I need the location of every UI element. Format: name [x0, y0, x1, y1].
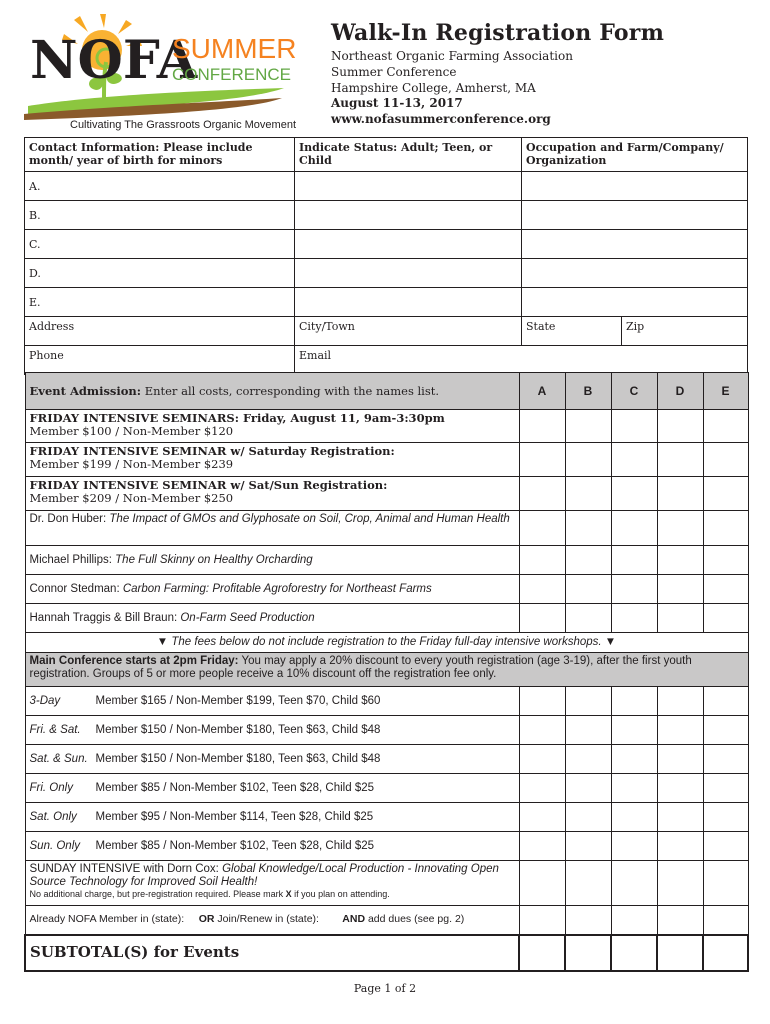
triangle-down-icon: ▼ [604, 636, 617, 648]
cost-cell[interactable] [703, 443, 748, 477]
cost-cell[interactable] [703, 832, 748, 861]
column-e-header: E [703, 373, 748, 410]
cost-cell[interactable] [611, 745, 657, 774]
cost-cell[interactable] [519, 477, 565, 511]
cost-cell[interactable] [519, 443, 565, 477]
cost-cell[interactable] [565, 575, 611, 604]
cost-cell[interactable] [611, 443, 657, 477]
friday-saturday-row: FRIDAY INTENSIVE SEMINAR w/ Saturday Registration: Member $199 / Non-Member $239 [25, 443, 519, 477]
column-d-header: D [657, 373, 703, 410]
friday-sat-sun-row: FRIDAY INTENSIVE SEMINAR w/ Sat/Sun Registration: Member $209 / Non-Member $250 [25, 477, 519, 511]
cost-cell[interactable] [519, 687, 565, 716]
cost-cell[interactable] [519, 410, 565, 443]
cost-cell[interactable] [565, 687, 611, 716]
cost-cell[interactable] [611, 716, 657, 745]
seminar-huber-row: Dr. Don Huber: The Impact of GMOs and Glyphosate on Soil, Crop, Animal and Human Health [25, 511, 519, 546]
attendee-a-occupation-field[interactable] [522, 172, 748, 201]
cost-cell[interactable] [657, 546, 703, 575]
cost-cell[interactable] [703, 774, 748, 803]
column-a-header: A [519, 373, 565, 410]
attendee-a-field[interactable]: A. [25, 172, 295, 201]
sunday-intensive-row: SUNDAY INTENSIVE with Dorn Cox: Global Knowledge/Local Production - Innovating Open Source Technology for Improved Soil Health! No additional charge, but pre-registration required. Please mark X if you plan on attending. [25, 861, 519, 906]
main-conference-banner: Main Conference starts at 2pm Friday: You may apply a 20% discount to every youth registration (age 3-19), after the first youth registration. Groups of 5 or more people receive a 10% discount off the registration fee only. [25, 653, 748, 687]
cost-cell[interactable] [565, 546, 611, 575]
cost-cell[interactable] [565, 832, 611, 861]
nofa-summer-conference-logo [22, 14, 314, 132]
cost-cell[interactable] [703, 511, 748, 546]
cost-cell[interactable] [657, 745, 703, 774]
form-title: Walk-In Registration Form [331, 20, 665, 46]
page-number: Page 1 of 2 [353, 982, 417, 995]
option-3-day-row: 3-Day Member $165 / Non-Member $199, Teen $70, Child $60 [25, 687, 519, 716]
option-sat-only-row: Sat. Only Member $95 / Non-Member $114, Teen $28, Child $25 [25, 803, 519, 832]
seminar-phillips-row: Michael Phillips: The Full Skinny on Healthy Orcharding [25, 546, 519, 575]
status-header: Indicate Status: Adult; Teen, or Child [295, 138, 522, 172]
cost-cell[interactable] [519, 716, 565, 745]
cost-cell[interactable] [703, 716, 748, 745]
state-field[interactable]: State [522, 317, 622, 346]
cost-cell[interactable] [519, 774, 565, 803]
event-dates: August 11-13, 2017 [331, 96, 463, 110]
attendee-b-status-field[interactable] [295, 201, 522, 230]
cost-cell[interactable] [611, 477, 657, 511]
option-sun-only-row: Sun. Only Member $85 / Non-Member $102, Teen $28, Child $25 [25, 832, 519, 861]
contact-info-table [24, 137, 748, 375]
cost-cell[interactable] [657, 687, 703, 716]
cost-cell[interactable] [703, 906, 748, 935]
attendee-c-field[interactable]: C. [25, 230, 295, 259]
cost-cell[interactable] [657, 906, 703, 935]
cost-cell[interactable] [657, 832, 703, 861]
cost-cell[interactable] [703, 604, 748, 633]
column-c-header: C [611, 373, 657, 410]
cost-cell[interactable] [519, 575, 565, 604]
svg-text:NOFA: NOFA [30, 30, 198, 91]
cost-cell[interactable] [657, 575, 703, 604]
cost-cell[interactable] [519, 803, 565, 832]
attendee-a-status-field[interactable] [295, 172, 522, 201]
event-admission-table [24, 372, 749, 972]
membership-row: Already NOFA Member in (state): OR Join/Renew in (state): AND add dues (see pg. 2) [25, 906, 519, 935]
cost-cell[interactable] [611, 832, 657, 861]
zip-field[interactable]: Zip [622, 317, 748, 346]
cost-cell[interactable] [657, 774, 703, 803]
cost-cell[interactable] [611, 687, 657, 716]
cost-cell[interactable] [565, 443, 611, 477]
cost-cell[interactable] [565, 745, 611, 774]
phone-field[interactable]: Phone [25, 346, 295, 375]
friday-intensive-row: FRIDAY INTENSIVE SEMINARS: Friday, August 11, 9am-3:30pm Member $100 / Non-Member $120 [25, 410, 519, 443]
svg-text:CONFERENCE: CONFERENCE [172, 65, 292, 84]
cost-cell[interactable] [703, 803, 748, 832]
contact-info-header: Contact Information: Please include month/ year of birth for minors [25, 138, 295, 172]
occupation-header: Occupation and Farm/Company/ Organization [522, 138, 748, 172]
cost-cell[interactable] [611, 511, 657, 546]
subtotal-label: SUBTOTAL(S) for Events [25, 935, 519, 971]
svg-text:SUMMER: SUMMER [172, 33, 297, 64]
cost-cell[interactable] [611, 861, 657, 906]
attendee-c-status-field[interactable] [295, 230, 522, 259]
subtotal-cell[interactable] [611, 935, 657, 971]
cost-cell[interactable] [611, 546, 657, 575]
attendee-e-field[interactable]: E. [25, 288, 295, 317]
cost-cell[interactable] [519, 906, 565, 935]
cost-cell[interactable] [565, 774, 611, 803]
cost-cell[interactable] [703, 546, 748, 575]
cost-cell[interactable] [657, 511, 703, 546]
column-b-header: B [565, 373, 611, 410]
cost-cell[interactable] [519, 745, 565, 774]
cost-cell[interactable] [703, 687, 748, 716]
address-field[interactable]: Address [25, 317, 295, 346]
cost-cell[interactable] [611, 604, 657, 633]
attendee-b-field[interactable]: B. [25, 201, 295, 230]
cost-cell[interactable] [703, 477, 748, 511]
cost-cell[interactable] [657, 604, 703, 633]
cost-cell[interactable] [611, 774, 657, 803]
cost-cell[interactable] [611, 410, 657, 443]
cost-cell[interactable] [519, 832, 565, 861]
cost-cell[interactable] [657, 861, 703, 906]
cost-cell[interactable] [657, 443, 703, 477]
cost-cell[interactable] [611, 906, 657, 935]
cost-cell[interactable] [519, 861, 565, 906]
cost-cell[interactable] [657, 410, 703, 443]
cost-cell[interactable] [565, 511, 611, 546]
attendee-b-occupation-field[interactable] [522, 201, 748, 230]
cost-cell[interactable] [611, 803, 657, 832]
cost-cell[interactable] [703, 410, 748, 443]
cost-cell[interactable] [565, 716, 611, 745]
subtotal-cell[interactable] [519, 935, 565, 971]
attendee-c-occupation-field[interactable] [522, 230, 748, 259]
cost-cell[interactable] [565, 410, 611, 443]
subtotal-cell[interactable] [657, 935, 703, 971]
cost-cell[interactable] [565, 861, 611, 906]
attendee-d-status-field[interactable] [295, 259, 522, 288]
cost-cell[interactable] [657, 803, 703, 832]
triangle-down-icon: ▼ [156, 636, 169, 648]
option-fri-sat-row: Fri. & Sat. Member $150 / Non-Member $180, Teen $63, Child $48 [25, 716, 519, 745]
attendee-d-occupation-field[interactable] [522, 259, 748, 288]
cost-cell[interactable] [519, 604, 565, 633]
cost-cell[interactable] [565, 604, 611, 633]
website-link[interactable]: www.nofasummerconference.org [331, 112, 551, 126]
cost-cell[interactable] [703, 745, 748, 774]
venue: Hampshire College, Amherst, MA [331, 81, 536, 95]
seminar-traggis-braun-row: Hannah Traggis & Bill Braun: On-Farm Seed Production [25, 604, 519, 633]
attendee-e-occupation-field[interactable] [522, 288, 748, 317]
seminar-stedman-row: Connor Stedman: Carbon Farming: Profitable Agroforestry for Northeast Farms [25, 575, 519, 604]
attendee-e-status-field[interactable] [295, 288, 522, 317]
org-name: Northeast Organic Farming Association [331, 49, 573, 63]
option-sat-sun-row: Sat. & Sun. Member $150 / Non-Member $180, Teen $63, Child $48 [25, 745, 519, 774]
cost-cell[interactable] [519, 546, 565, 575]
fees-note: ▼ The fees below do not include registration to the Friday full-day intensive workshops. ▼ [25, 633, 748, 653]
subtotal-cell[interactable] [565, 935, 611, 971]
event-admission-header: Event Admission: Enter all costs, corresponding with the names list. [25, 373, 519, 410]
city-field[interactable]: City/Town [295, 317, 522, 346]
email-field[interactable]: Email [295, 346, 748, 375]
option-fri-only-row: Fri. Only Member $85 / Non-Member $102, Teen $28, Child $25 [25, 774, 519, 803]
subtotal-cell[interactable] [703, 935, 748, 971]
cost-cell[interactable] [611, 575, 657, 604]
cost-cell[interactable] [657, 716, 703, 745]
cost-cell[interactable] [519, 511, 565, 546]
svg-text:Cultivating The Grassroots Org: Cultivating The Grassroots Organic Movement [70, 119, 296, 131]
cost-cell[interactable] [703, 861, 748, 906]
cost-cell[interactable] [703, 575, 748, 604]
attendee-d-field[interactable]: D. [25, 259, 295, 288]
cost-cell[interactable] [565, 906, 611, 935]
cost-cell[interactable] [657, 477, 703, 511]
cost-cell[interactable] [565, 803, 611, 832]
event-name: Summer Conference [331, 65, 457, 79]
cost-cell[interactable] [565, 477, 611, 511]
